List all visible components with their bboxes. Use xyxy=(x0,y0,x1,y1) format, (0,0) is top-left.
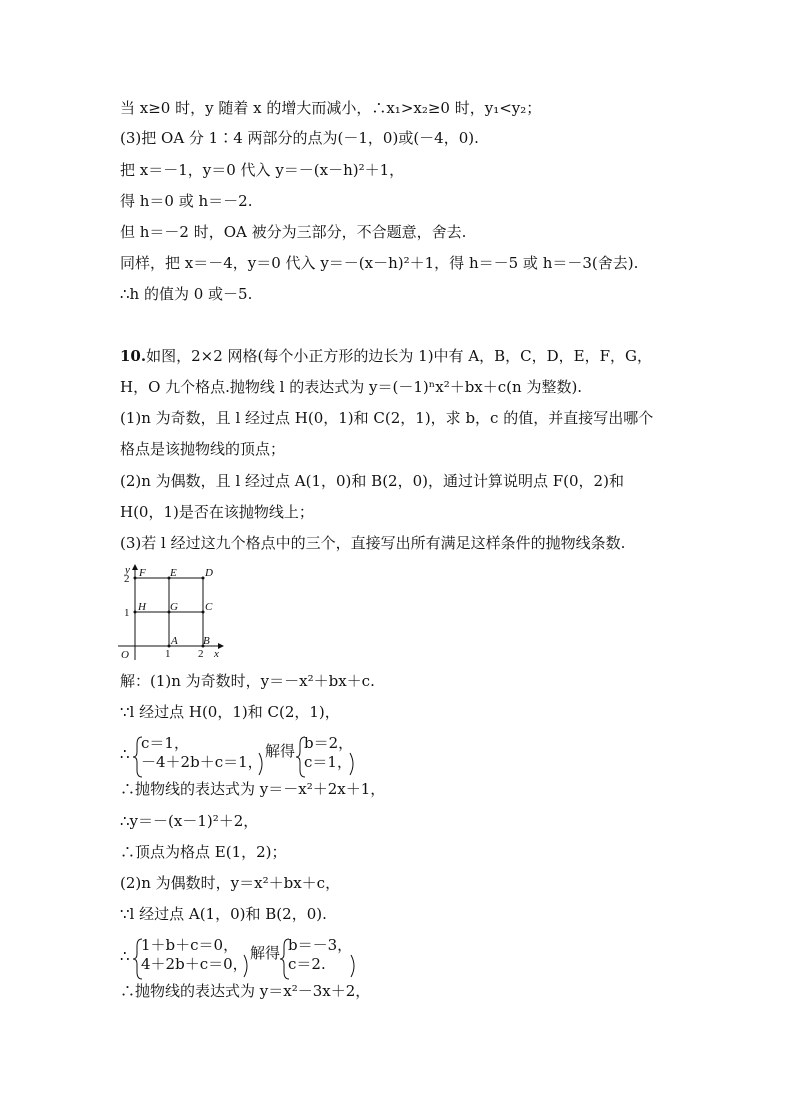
text-line: 同样，把 x＝－4，y＝0 代入 y＝－(x－h)²＋1，得 h＝－5 或 h＝－3(舍去). xyxy=(120,254,639,272)
label-E: E xyxy=(170,567,177,579)
text-line: ∴h 的值为 0 或－5. xyxy=(120,285,253,303)
question-10 xyxy=(120,346,652,366)
text-line: (1)n 为奇数，且 l 经过点 H(0，1)和 C(2，1)，求 b，c 的值，并直接写出哪个 xyxy=(120,409,654,427)
equation: c＝1， xyxy=(141,734,189,752)
text-line: ∵l 经过点 A(1，0)和 B(2，0). xyxy=(120,905,327,923)
text-line: (2)n 为偶数时，y＝x²＋bx＋c， xyxy=(120,874,341,892)
equation: b＝－3， xyxy=(288,936,353,954)
text-line: ∴抛物线的表达式为 y＝－x²＋2x＋1， xyxy=(120,780,386,798)
text-line: ∴抛物线的表达式为 y＝x²－3x＋2， xyxy=(120,982,371,1000)
tick-label-y-1: 1 xyxy=(124,607,130,619)
text-line: (3)若 l 经过这九个格点中的三个，直接写出所有满足这样条件的抛物线条数. xyxy=(120,534,626,552)
equation: 4＋2b＋c＝0， xyxy=(141,955,248,973)
tick-label-y-2: 2 xyxy=(124,573,130,585)
text-line: 把 x＝－1，y＝0 代入 y＝－(x－h)²＋1， xyxy=(120,161,405,179)
equation: b＝2， xyxy=(304,734,354,752)
label-C: C xyxy=(205,601,213,613)
right-paren xyxy=(350,954,358,978)
point-H xyxy=(134,611,137,614)
text-line: (3)把 OA 分 1∶4 两部分的点为(－1，0)或(－4，0). xyxy=(120,129,479,147)
therefore-symbol: ∴ xyxy=(120,745,130,763)
label-x: x xyxy=(214,648,219,660)
solve-word: 解得 xyxy=(265,742,296,760)
therefore-symbol: ∴ xyxy=(120,947,130,965)
label-y: y xyxy=(125,564,130,576)
equation: 1＋b＋c＝0， xyxy=(141,936,239,954)
tick-label-x-2: 2 xyxy=(198,648,204,660)
grid-figure xyxy=(118,564,228,662)
question-number: 10. xyxy=(120,347,147,365)
text-line: 当 x≥0 时，y 随着 x 的增大而减小，∴x₁>x₂≥0 时，y₁<y₂； xyxy=(120,99,542,117)
label-A: A xyxy=(171,635,178,647)
tick-label-x-1: 1 xyxy=(165,648,171,660)
equation: c＝1， xyxy=(304,753,352,771)
equation: －4＋2b＋c＝1， xyxy=(141,753,263,771)
x-axis-arrow xyxy=(218,643,224,649)
label-G: G xyxy=(170,601,178,613)
label-F: F xyxy=(139,567,146,579)
text-line: (2)n 为偶数，且 l 经过点 A(1，0)和 B(2，0)，通过计算说明点 F(0，2)和 xyxy=(120,472,624,490)
text-line: 得 h＝0 或 h＝－2. xyxy=(120,192,253,210)
label-H: H xyxy=(138,601,146,613)
label-B: B xyxy=(203,635,210,647)
text-line: 解：(1)n 为奇数时，y＝－x²＋bx＋c. xyxy=(120,672,375,690)
point-F xyxy=(134,577,137,580)
label-D: D xyxy=(205,567,213,579)
y-axis-arrow xyxy=(132,564,138,570)
text-line: ∴顶点为格点 E(1，2)； xyxy=(120,843,287,861)
solve-word: 解得 xyxy=(250,944,281,962)
label-O: O xyxy=(121,649,129,661)
text-line: H(0，1)是否在该抛物线上； xyxy=(120,503,314,521)
text-line: ∵l 经过点 H(0，1)和 C(2，1)， xyxy=(120,703,340,721)
text-line: H，O 九个格点.抛物线 l 的表达式为 y＝(－1)ⁿx²＋bx＋c(n 为整数). xyxy=(120,378,583,396)
question-text: 如图，2×2 网格(每个小正方形的边长为 1)中有 A，B，C，D，E，F，G， xyxy=(146,347,653,365)
equation: c＝2. xyxy=(288,955,326,973)
text-line: 格点是该抛物线的顶点； xyxy=(120,440,286,458)
right-paren xyxy=(349,752,357,776)
text-line: 但 h＝－2 时，OA 被分为三部分，不合题意，舍去. xyxy=(120,223,467,241)
text-line: ∴y＝－(x－1)²＋2， xyxy=(120,812,259,830)
